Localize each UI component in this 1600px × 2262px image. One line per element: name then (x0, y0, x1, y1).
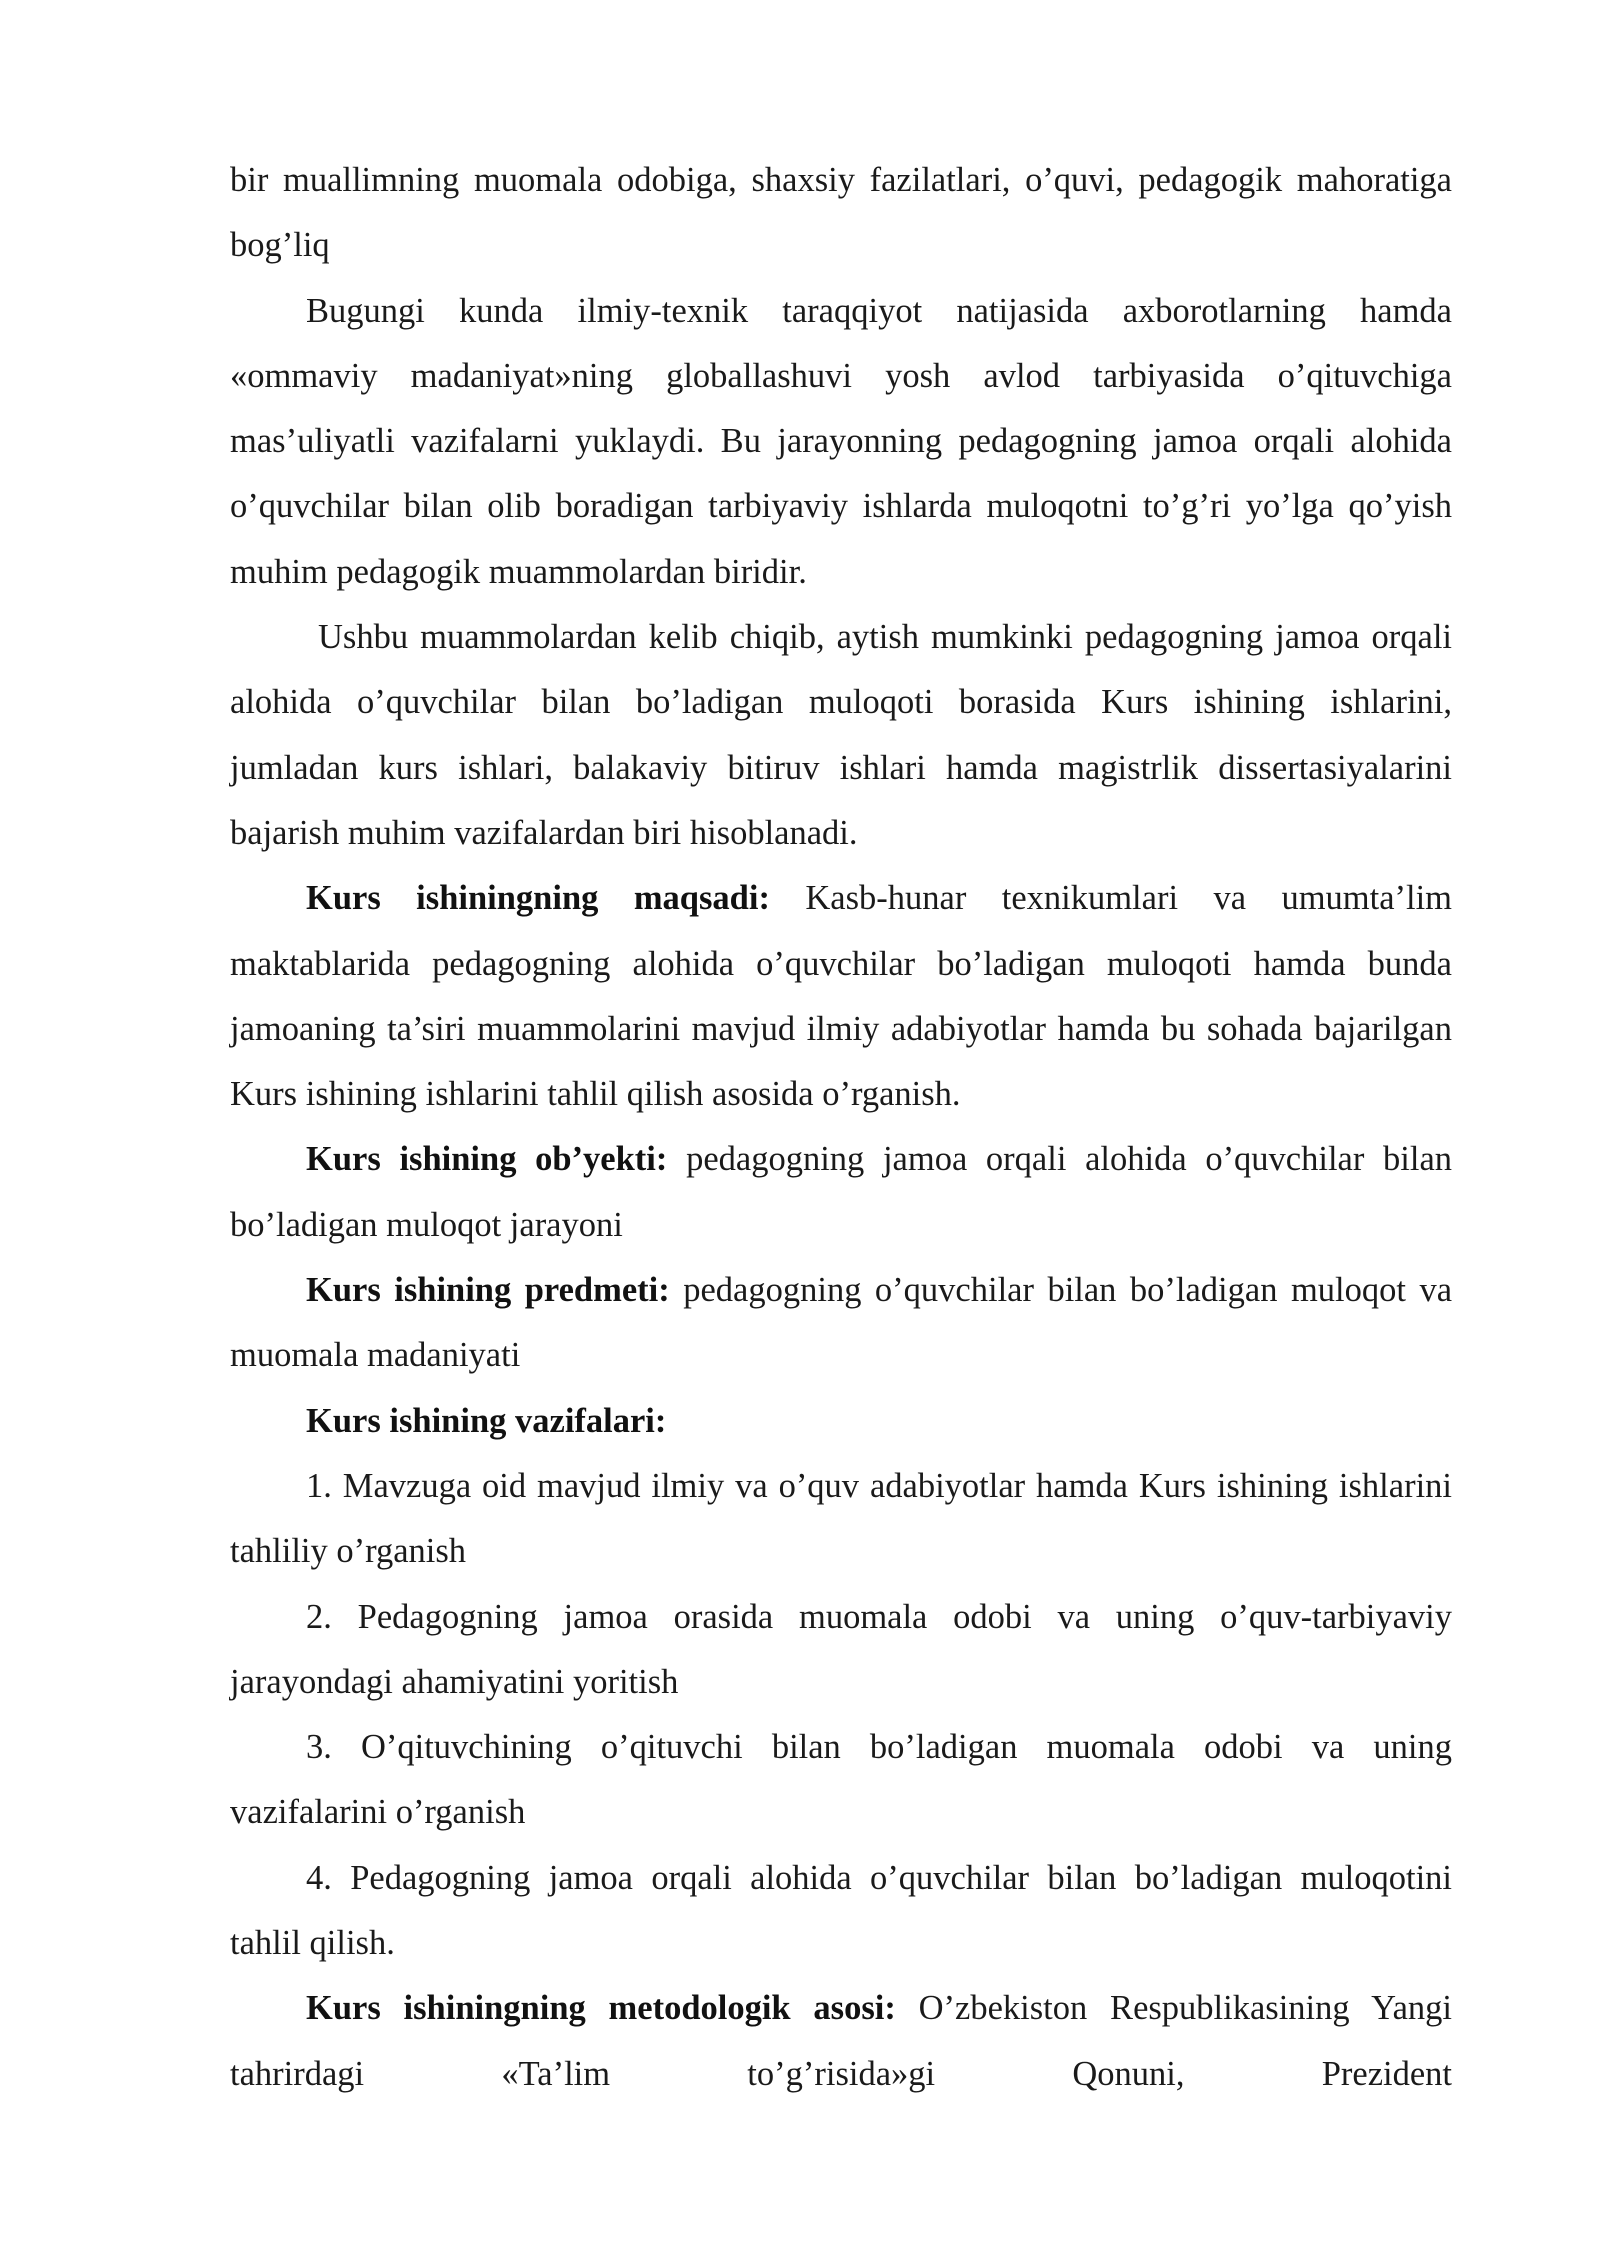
subject-label: Kurs ishining predmeti: (306, 1271, 670, 1310)
task-item: 2. Pedagogning jamoa orasida muomala odobi va uning o’quv-tarbiyaviy jarayondagi ahamiyatini yoritish (230, 1597, 1452, 1701)
subject-text: pedagogning o’quvchilar bilan bo’ladigan muloqot va muomala madaniyati (230, 1271, 1453, 1375)
document-page (230, 148, 1452, 2107)
task-item: 4. Pedagogning jamoa orqali alohida o’quvchilar bilan bo’ladigan muloqotini tahlil qilish. (230, 1858, 1452, 1963)
paragraph-methodology (230, 1976, 1452, 2107)
goal-label: Kurs ishiningning maqsadi: (306, 879, 770, 918)
object-text: pedagogning jamoa orqali alohida o’quvchilar bilan bo’ladigan muloqot jarayoni (230, 1140, 1453, 1244)
task-item: 3. O’qituvchining o’qituvchi bilan bo’ladigan muomala odobi va uning vazifalarini o’rganish (230, 1728, 1452, 1832)
object-label: Kurs ishining ob’yekti: (306, 1140, 668, 1179)
goal-text: Kasb-hunar texnikumlari va umumta’lim maktablarida pedagogning alohida o’quvchilar bo’ladigan muloqoti hamda bunda jamoaning ta’siri muammolarini mavjud ilmiy adabiyotlar hamda bu sohada bajarilgan Kurs ishining ishlarini tahlil qilish asosida o’rganish. (230, 879, 1453, 1114)
paragraph-object (230, 1127, 1452, 1258)
tasks-heading: Kurs ishining vazifalari: (306, 1401, 667, 1440)
method-label: Kurs ishiningning metodologik asosi: (306, 1989, 896, 2028)
paragraph-subject (230, 1258, 1452, 1389)
paragraph-goal (230, 866, 1452, 1127)
paragraph-today: Bugungi kunda ilmiy-texnik taraqqiyot natijasida axborotlarning hamda «ommaviy madaniyat»ning globallashuvi yosh avlod tarbiyasida o’qituvchiga mas’uliyatli vazifalarni yuklaydi. Bu jarayonning pedagogning jamoa orqali alohida o’quvchilar bilan olib boradigan tarbiyaviy ishlarda muloqotni to’g’ri yo’lga qo’yish muhim pedagogik muammolardan biridir. (230, 291, 1452, 591)
paragraph-problems: Ushbu muammolardan kelib chiqib, aytish mumkinki pedagogning jamoa orqali alohida o’quvchilar bilan bo’ladigan muloqoti borasida Kurs ishining ishlarini, jumladan kurs ishlari, balakaviy bitiruv ishlari hamda magistrlik dissertasiyalarini bajarish muhim vazifalardan biri hisoblanadi. (230, 618, 1452, 852)
task-item: 1. Mavzuga oid mavjud ilmiy va o’quv adabiyotlar hamda Kurs ishining ishlarini tahliliy o’rganish (230, 1466, 1452, 1571)
paragraph-intro-continuation: bir muallimning muomala odobiga, shaxsiy fazilatlari, o’quvi, pedagogik mahoratiga bog’liq (230, 161, 1452, 265)
method-text: O’zbekiston Respublikasining Yangi tahrirdagi «Ta’lim to’g’risida»gi Qonuni, Prezident (230, 1989, 1452, 2093)
